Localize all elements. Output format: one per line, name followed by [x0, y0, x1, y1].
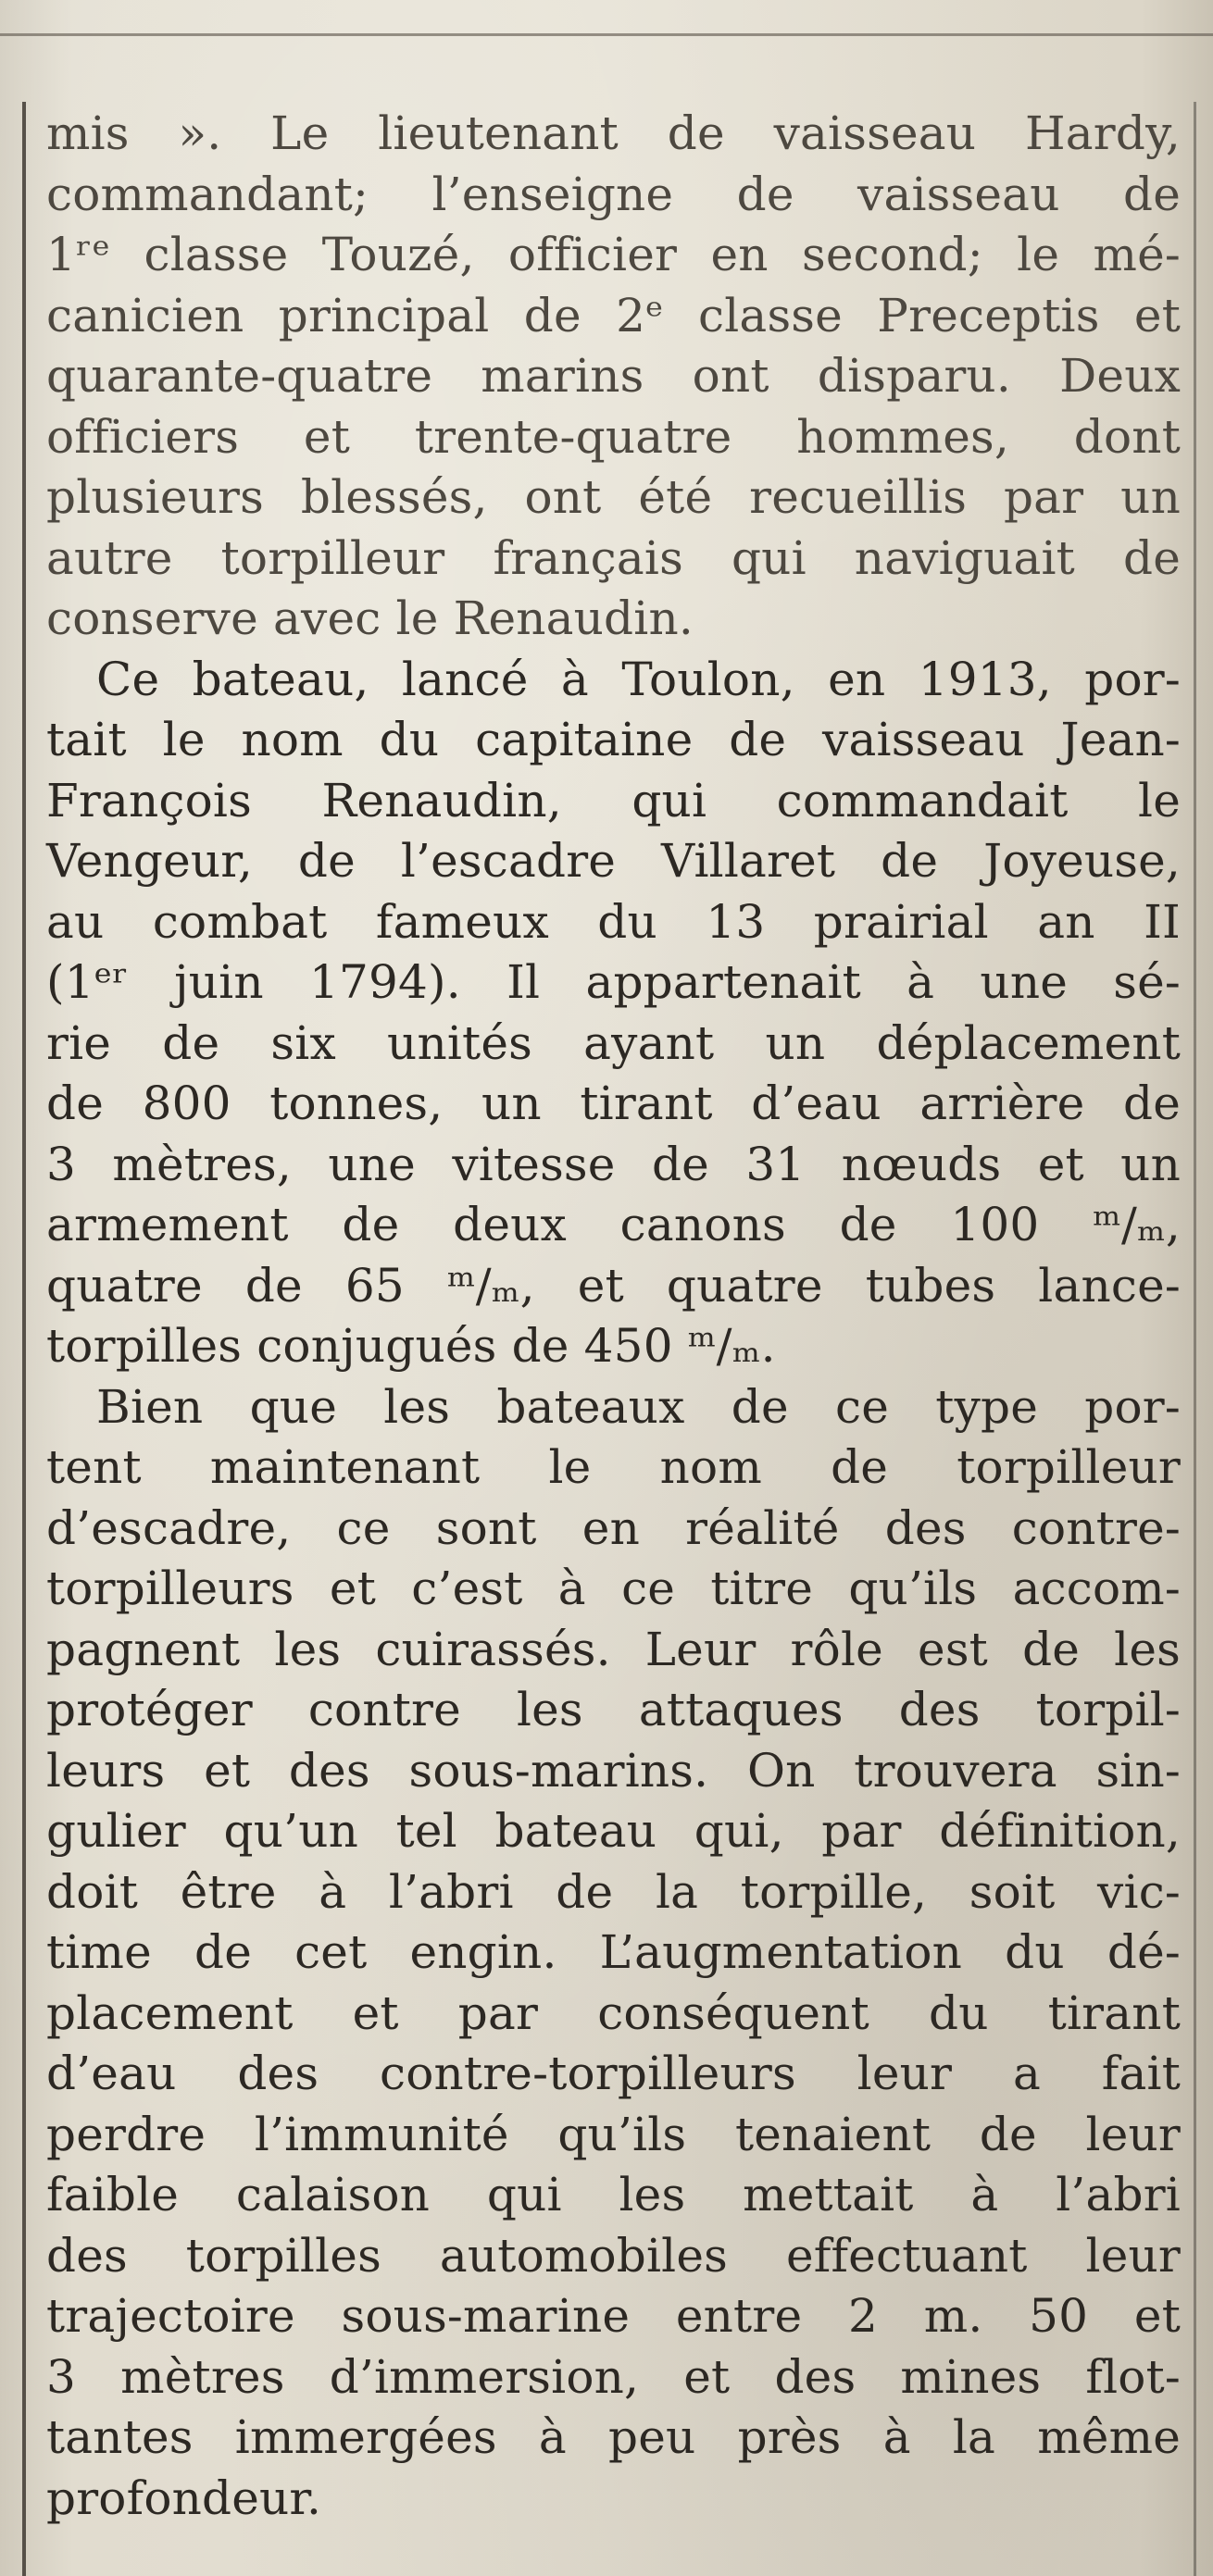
- text-line: mis ». Le lieutenant de vaisseau Hardy,: [46, 106, 1181, 160]
- text-line: time de cet engin. L’augmentation du dé-: [46, 1925, 1181, 1979]
- paragraph: [46, 650, 1181, 1377]
- text-line: doit être à l’abri de la torpille, soit vic-: [46, 1864, 1181, 1919]
- paragraph: [46, 1377, 1181, 2530]
- text-line: torpilleurs et c’est à ce titre qu’ils accom-: [46, 1562, 1181, 1615]
- text-line: Vengeur, de l’escadre Villaret de Joyeuse,: [46, 834, 1181, 888]
- text-line: des torpilles automobiles effectuant leur: [46, 2228, 1181, 2283]
- text-line: tantes immergées à peu près à la même: [46, 2410, 1181, 2464]
- text-line: Ce bateau, lancé à Toulon, en 1913, por-: [96, 652, 1181, 706]
- text-line: plusieurs blessés, ont été recueillis par un: [46, 470, 1181, 524]
- text-line: Bien que les bateaux de ce type por-: [96, 1379, 1181, 1434]
- text-line: profondeur.: [46, 2470, 322, 2525]
- text-line: trajectoire sous-marine entre 2 m. 50 et: [46, 2289, 1181, 2343]
- text-line: tent maintenant le nom de torpilleur: [46, 1440, 1181, 1494]
- text-line: gulier qu’un tel bateau qui, par définition,: [46, 1804, 1181, 1858]
- text-line: tait le nom du capitaine de vaisseau Jean-: [46, 713, 1181, 766]
- text-line: faible calaison qui les mettait à l’abri: [46, 2168, 1181, 2221]
- paragraph: [46, 104, 1181, 650]
- text-line: canicien principal de 2ᵉ classe Preceptis et: [46, 288, 1181, 342]
- text-line: armement de deux canons de 100 ᵐ/ₘ,: [46, 1198, 1181, 1251]
- text-line: torpilles conjugués de 450 ᵐ/ₘ.: [46, 1319, 776, 1373]
- text-line: conserve avec le Renaudin.: [46, 591, 694, 645]
- text-line: commandant; l’enseigne de vaisseau de: [46, 167, 1181, 221]
- text-line: perdre l’immunité qu’ils tenaient de leur: [46, 2107, 1181, 2161]
- text-line: quarante-quatre marins ont disparu. Deux: [46, 349, 1181, 403]
- text-line: quatre de 65 ᵐ/ₘ, et quatre tubes lance-: [46, 1258, 1181, 1313]
- text-line: de 800 tonnes, un tirant d’eau arrière de: [46, 1076, 1181, 1130]
- text-line: officiers et trente-quatre hommes, dont: [46, 409, 1181, 464]
- text-line: François Renaudin, qui commandait le: [46, 773, 1181, 828]
- text-line: leurs et des sous-marins. On trouvera sin-: [46, 1743, 1181, 1798]
- text-line: 3 mètres d’immersion, et des mines flot-: [46, 2349, 1181, 2404]
- text-line: placement et par conséquent du tirant: [46, 1985, 1181, 2040]
- text-line: au combat fameux du 13 prairial an II: [46, 894, 1181, 949]
- text-line: rie de six unités ayant un déplacement: [46, 1015, 1181, 1070]
- text-line: 1ʳᵉ classe Touzé, officier en second; le mé-: [46, 228, 1181, 281]
- right-column-rule: [1194, 102, 1196, 2576]
- text-line: pagnent les cuirassés. Leur rôle est de les: [46, 1622, 1181, 1676]
- article-column: [46, 104, 1181, 2529]
- text-line: protéger contre les attaques des torpil-: [46, 1683, 1181, 1736]
- text-line: d’eau des contre-torpilleurs leur a fait: [46, 2047, 1181, 2100]
- text-line: d’escadre, ce sont en réalité des contre-: [46, 1500, 1181, 1555]
- top-rule: [0, 33, 1213, 36]
- text-line: (1ᵉʳ juin 1794). Il appartenait à une sé-: [46, 955, 1181, 1009]
- left-column-rule: [22, 102, 26, 2576]
- text-line: autre torpilleur français qui naviguait de: [46, 530, 1181, 585]
- text-line: 3 mètres, une vitesse de 31 nœuds et un: [46, 1137, 1181, 1191]
